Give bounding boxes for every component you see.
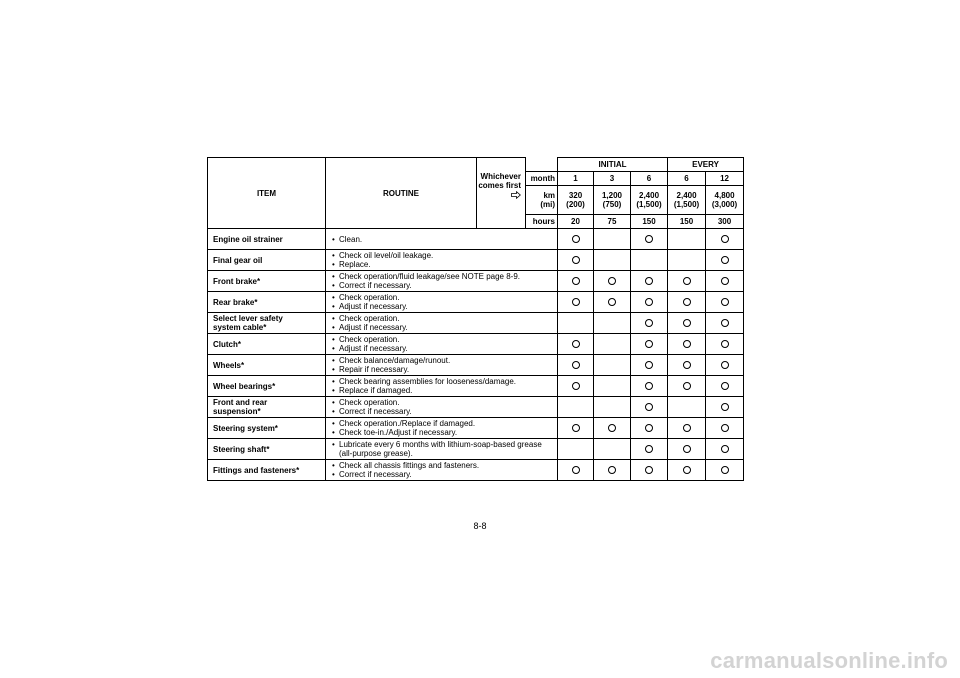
table-row [208, 292, 744, 313]
routine-line [332, 365, 557, 374]
interval-cell [631, 355, 668, 376]
interval-cell [668, 229, 706, 250]
circle-mark-icon [721, 445, 729, 453]
interval-cell [594, 271, 631, 292]
item-cell [208, 313, 326, 334]
routine-text: Correct if necessary. [339, 407, 412, 416]
routine-line [332, 302, 557, 311]
routine-text: Replace if damaged. [339, 386, 413, 395]
routine-line [332, 398, 557, 407]
site-watermark: carmanualsonline.info [710, 648, 948, 673]
interval-cell [706, 460, 744, 481]
bullet-icon: • [332, 281, 335, 290]
routine-text: Clean. [339, 234, 363, 244]
interval-cell [558, 355, 594, 376]
item-cell [208, 292, 326, 313]
routine-line [332, 440, 557, 449]
circle-mark-icon [645, 361, 653, 369]
circle-mark-icon [721, 256, 729, 264]
initial-header: INITIAL [558, 158, 668, 172]
routine-text: Lubricate every 6 months with lithium-soap-based grease [339, 440, 542, 449]
km-value: 2,400 [639, 191, 660, 200]
circle-mark-icon [683, 319, 691, 327]
routine-cell [326, 292, 558, 313]
bullet-icon: • [332, 365, 335, 374]
interval-cell [631, 292, 668, 313]
circle-mark-icon [645, 298, 653, 306]
routine-text: Check operation. [339, 293, 400, 302]
table-row [208, 376, 744, 397]
circle-mark-icon [721, 403, 729, 411]
bullet-icon: • [332, 419, 335, 428]
item-name: Select lever safety [213, 314, 283, 323]
interval-cell [558, 292, 594, 313]
interval-cell [594, 439, 631, 460]
routine-cell [326, 439, 558, 460]
interval-cell [558, 334, 594, 355]
routine-text: Correct if necessary. [339, 470, 412, 479]
table-row [208, 460, 744, 481]
km-value: 320 [568, 191, 583, 200]
interval-cell [668, 271, 706, 292]
month-value: 6 [668, 172, 706, 186]
routine-line [332, 356, 557, 365]
bullet-icon: • [332, 407, 335, 416]
table-row [208, 250, 744, 271]
routine-text: Adjust if necessary. [339, 344, 408, 353]
mi-value: (750) [602, 200, 622, 209]
hours-value: 150 [668, 215, 706, 229]
km-mi-value [558, 186, 594, 215]
interval-cell [706, 439, 744, 460]
bullet-icon: • [332, 293, 335, 302]
item-cell [208, 271, 326, 292]
item-header: ITEM [208, 158, 326, 229]
month-value: 6 [631, 172, 668, 186]
interval-cell [668, 397, 706, 418]
interval-cell [706, 229, 744, 250]
interval-cell [631, 460, 668, 481]
bullet-icon: • [332, 234, 335, 244]
routine-text: Adjust if necessary. [339, 302, 408, 311]
km-mi-value [631, 186, 668, 215]
routine-line [332, 323, 557, 332]
whichever-spacer-cell [477, 215, 526, 229]
page-number: 8-8 [473, 521, 487, 531]
km-value: 2,400 [676, 191, 697, 200]
circle-mark-icon [721, 340, 729, 348]
bullet-icon: • [332, 461, 335, 470]
interval-cell [706, 397, 744, 418]
table-header [208, 158, 744, 229]
interval-cell [558, 439, 594, 460]
circle-mark-icon [683, 340, 691, 348]
interval-cell [558, 418, 594, 439]
item-cell [208, 334, 326, 355]
circle-mark-icon [572, 277, 580, 285]
circle-mark-icon [721, 235, 729, 243]
circle-mark-icon [572, 256, 580, 264]
interval-cell [594, 292, 631, 313]
circle-mark-icon [721, 277, 729, 285]
circle-mark-icon [683, 424, 691, 432]
routine-line [332, 260, 557, 269]
item-name: suspension* [213, 407, 261, 416]
routine-line [332, 470, 557, 479]
month-value: 12 [706, 172, 744, 186]
circle-mark-icon [572, 382, 580, 390]
circle-mark-icon [645, 445, 653, 453]
table-body [208, 229, 744, 481]
routine-header: ROUTINE [326, 158, 477, 229]
bullet-icon: • [332, 272, 335, 281]
interval-cell [668, 376, 706, 397]
routine-line [332, 251, 557, 260]
hours-value: 150 [631, 215, 668, 229]
routine-cell [326, 355, 558, 376]
interval-cell [594, 376, 631, 397]
item-name: Clutch* [213, 339, 241, 349]
table-row [208, 397, 744, 418]
km-mi-label [526, 186, 558, 215]
bullet-icon: • [332, 302, 335, 311]
circle-mark-icon [721, 361, 729, 369]
interval-cell [594, 250, 631, 271]
interval-cell [594, 313, 631, 334]
interval-cell [706, 271, 744, 292]
circle-mark-icon [645, 277, 653, 285]
hours-value: 20 [558, 215, 594, 229]
circle-mark-icon [683, 466, 691, 474]
circle-mark-icon [721, 382, 729, 390]
circle-mark-icon [683, 382, 691, 390]
routine-text: Check oil level/oil leakage. [339, 251, 434, 260]
interval-cell [706, 250, 744, 271]
circle-mark-icon [645, 424, 653, 432]
interval-cell [594, 460, 631, 481]
routine-text: Adjust if necessary. [339, 323, 408, 332]
bullet-icon: • [332, 440, 335, 449]
item-cell [208, 418, 326, 439]
bullet-icon: • [332, 398, 335, 407]
interval-cell [558, 250, 594, 271]
circle-mark-icon [608, 277, 616, 285]
circle-mark-icon [645, 235, 653, 243]
interval-cell [594, 229, 631, 250]
circle-mark-icon [721, 319, 729, 327]
interval-cell [558, 271, 594, 292]
item-name: Steering shaft* [213, 444, 270, 454]
comes-first-label: comes first [478, 180, 521, 190]
item-name: Front and rear [213, 398, 268, 407]
km-mi-value [668, 186, 706, 215]
routine-line [332, 272, 557, 281]
interval-cell [594, 418, 631, 439]
interval-cell [558, 313, 594, 334]
blank-header-cell [526, 158, 558, 172]
item-name: Engine oil strainer [213, 234, 283, 244]
routine-cell [326, 271, 558, 292]
interval-cell [631, 271, 668, 292]
bullet-icon: • [332, 377, 335, 386]
hours-value: 75 [594, 215, 631, 229]
interval-cell [668, 439, 706, 460]
item-cell [208, 376, 326, 397]
every-header: EVERY [668, 158, 744, 172]
routine-cell [326, 397, 558, 418]
circle-mark-icon [683, 361, 691, 369]
table-row [208, 334, 744, 355]
circle-mark-icon [645, 382, 653, 390]
item-name: Wheel bearings* [213, 381, 276, 391]
circle-mark-icon [683, 277, 691, 285]
item-name: Rear brake* [213, 297, 258, 307]
hours-value: 300 [706, 215, 744, 229]
bullet-icon: • [332, 251, 335, 260]
circle-mark-icon [572, 424, 580, 432]
routine-cell [326, 334, 558, 355]
circle-mark-icon [683, 445, 691, 453]
item-name: Wheels* [213, 360, 245, 370]
routine-text: Replace. [339, 260, 371, 269]
hours-label: hours [526, 215, 558, 229]
routine-text: Check operation/fluid leakage/see NOTE page 8-9. [339, 272, 520, 281]
routine-text: Check toe-in./Adjust if necessary. [339, 428, 458, 437]
circle-mark-icon [645, 466, 653, 474]
table-row [208, 355, 744, 376]
month-value: 3 [594, 172, 631, 186]
item-cell [208, 397, 326, 418]
interval-cell [706, 418, 744, 439]
km-label: km [543, 191, 555, 200]
circle-mark-icon [645, 319, 653, 327]
interval-cell [631, 313, 668, 334]
mi-value: (1,500) [673, 200, 700, 209]
item-cell [208, 460, 326, 481]
routine-text: Check operation./Replace if damaged. [339, 419, 476, 428]
routine-text: (all-purpose grease). [339, 449, 413, 458]
interval-cell [594, 397, 631, 418]
circle-mark-icon [721, 466, 729, 474]
item-name: Final gear oil [213, 255, 263, 265]
bullet-icon: • [332, 470, 335, 479]
interval-cell [558, 397, 594, 418]
bullet-icon: • [332, 314, 335, 323]
km-value: 4,800 [714, 191, 735, 200]
interval-cell [631, 376, 668, 397]
km-mi-value [706, 186, 744, 215]
interval-cell [668, 292, 706, 313]
bullet-icon: • [332, 386, 335, 395]
interval-cell [631, 439, 668, 460]
routine-text: Correct if necessary. [339, 281, 412, 290]
table-row [208, 439, 744, 460]
routine-cell [326, 229, 558, 250]
interval-cell [668, 334, 706, 355]
circle-mark-icon [572, 361, 580, 369]
routine-cell [326, 418, 558, 439]
circle-mark-icon [572, 340, 580, 348]
km-mi-value [594, 186, 631, 215]
circle-mark-icon [721, 424, 729, 432]
month-value: 1 [558, 172, 594, 186]
routine-line [332, 386, 557, 395]
interval-cell [558, 376, 594, 397]
km-value: 1,200 [601, 191, 623, 200]
bullet-icon: • [332, 260, 335, 269]
routine-text: Check operation. [339, 335, 400, 344]
bullet-icon: • [332, 335, 335, 344]
item-cell [208, 250, 326, 271]
mi-value: (200) [566, 200, 585, 209]
interval-cell [558, 460, 594, 481]
bullet-icon: • [332, 344, 335, 353]
circle-mark-icon [608, 298, 616, 306]
item-name: Front brake* [213, 276, 261, 286]
circle-mark-icon [683, 298, 691, 306]
bullet-icon: • [332, 356, 335, 365]
interval-cell [631, 334, 668, 355]
routine-line [332, 449, 557, 458]
table-row [208, 229, 744, 250]
circle-mark-icon [608, 466, 616, 474]
bullet-icon: • [332, 428, 335, 437]
interval-cell [706, 355, 744, 376]
routine-cell [326, 250, 558, 271]
bullet-icon: • [332, 323, 335, 332]
routine-line [332, 407, 557, 416]
mi-label: (mi) [540, 200, 555, 209]
item-name: system cable* [213, 323, 267, 332]
routine-text: Check operation. [339, 398, 400, 407]
routine-text: Check bearing assemblies for looseness/damage. [339, 377, 516, 386]
maintenance-table [207, 157, 744, 481]
routine-line [332, 235, 557, 244]
whichever-comes-first-header [477, 158, 526, 215]
routine-cell [326, 313, 558, 334]
circle-mark-icon [721, 298, 729, 306]
routine-line [332, 314, 557, 323]
routine-line [332, 344, 557, 353]
item-cell [208, 229, 326, 250]
interval-cell [631, 397, 668, 418]
interval-cell [668, 313, 706, 334]
interval-cell [668, 418, 706, 439]
routine-text: Check balance/damage/runout. [339, 356, 451, 365]
routine-text: Check operation. [339, 314, 400, 323]
item-name: Steering system* [213, 423, 278, 433]
circle-mark-icon [572, 466, 580, 474]
routine-line [332, 419, 557, 428]
mi-value: (1,500) [636, 200, 662, 209]
routine-line [332, 293, 557, 302]
whichever-label: Whichever [480, 171, 521, 181]
routine-line [332, 335, 557, 344]
circle-mark-icon [572, 235, 580, 243]
routine-text: Check all chassis fittings and fasteners. [339, 461, 480, 470]
item-cell [208, 355, 326, 376]
circle-mark-icon [645, 403, 653, 411]
routine-line [332, 461, 557, 470]
interval-cell [558, 229, 594, 250]
circle-mark-icon [608, 424, 616, 432]
interval-cell [706, 292, 744, 313]
routine-line [332, 428, 557, 437]
routine-line [332, 281, 557, 290]
table-row [208, 271, 744, 292]
routine-cell [326, 460, 558, 481]
interval-cell [631, 418, 668, 439]
routine-cell [326, 376, 558, 397]
interval-cell [631, 250, 668, 271]
circle-mark-icon [572, 298, 580, 306]
circle-mark-icon [645, 340, 653, 348]
table-row [208, 418, 744, 439]
interval-cell [631, 229, 668, 250]
table-row [208, 313, 744, 334]
month-label: month [526, 172, 558, 186]
interval-cell [594, 334, 631, 355]
item-cell [208, 439, 326, 460]
interval-cell [706, 334, 744, 355]
routine-text: Repair if necessary. [339, 365, 410, 374]
interval-cell [706, 313, 744, 334]
hollow-right-arrow-icon [477, 191, 521, 201]
interval-cell [668, 250, 706, 271]
interval-cell [668, 460, 706, 481]
interval-cell [594, 355, 631, 376]
item-name: Fittings and fasteners* [213, 465, 300, 475]
mi-value: (3,000) [711, 200, 738, 209]
interval-cell [706, 376, 744, 397]
interval-cell [668, 355, 706, 376]
routine-line [332, 377, 557, 386]
